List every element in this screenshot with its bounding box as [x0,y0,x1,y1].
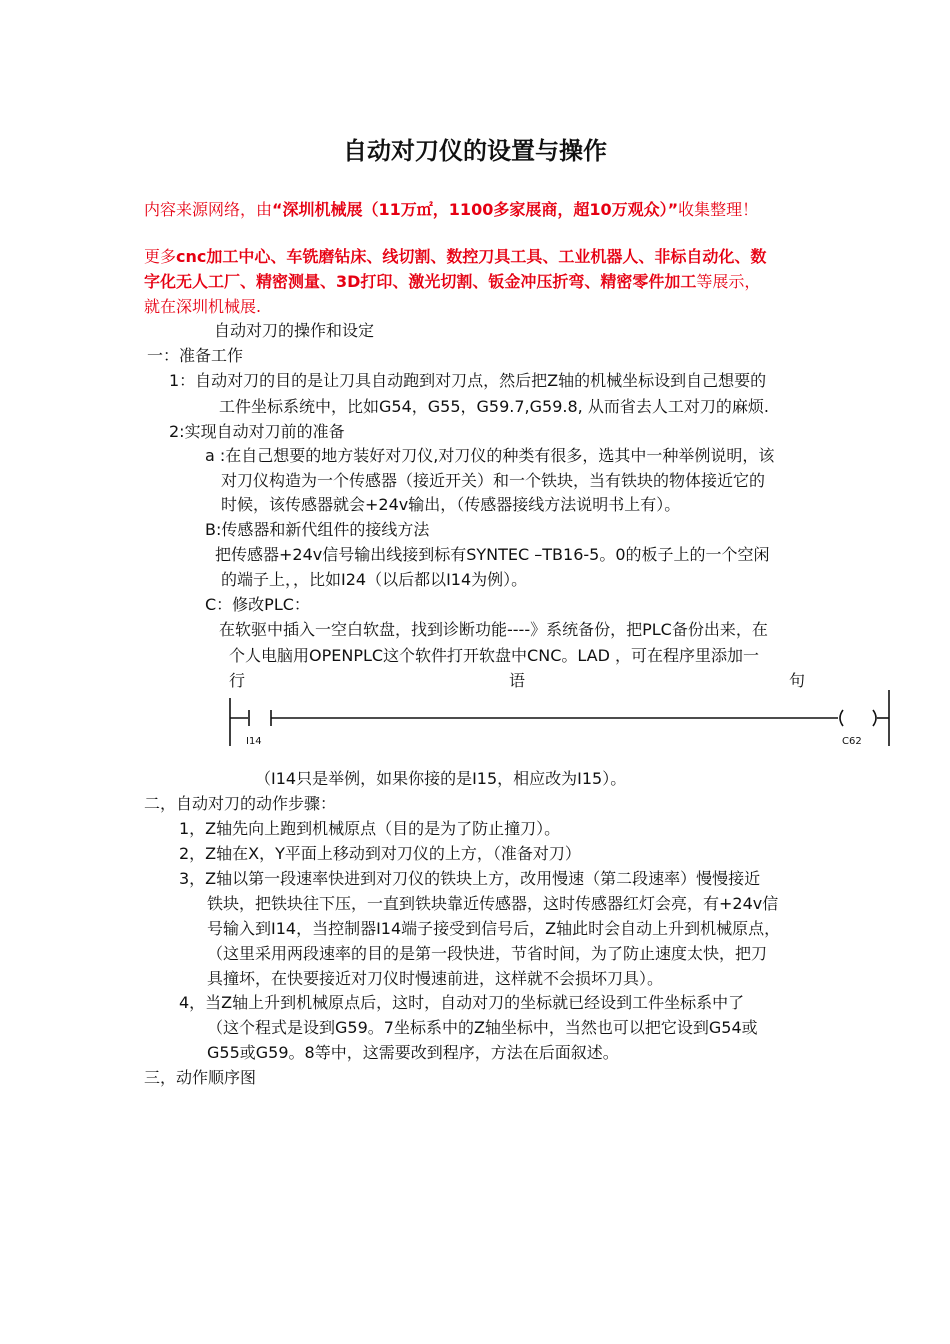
section3-heading: 三，动作顺序图 [144,1068,257,1087]
s2-step3-line4: （这里采用两段速率的目的是第一段快进，节省时间，为了防止速度太快，把刀 [207,944,768,963]
s1-a-line3: 时候，该传感器就会+24v输出，（传感器接线方法说明书上有）。 [221,495,681,514]
subtitle: 自动对刀的操作和设定 [214,321,375,340]
s1-p1-line2: 工件坐标系统中，比如G54，G55，G59.7,G59.8, 从而省去人工对刀的麻烦. [219,397,769,416]
s1-b-line1: 把传感器+24v信号输出线接到标有SYNTEC –TB16-5。0的板子上的一个空闲 [215,545,770,564]
s2-step1: 1，Z轴先向上跑到机械原点（目的是为了防止撞刀）。 [179,819,561,838]
s2-step3-line5: 具撞坏，在快要接近对刀仪时慢速前进，这样就不会损坏刀具）。 [207,969,664,988]
page-title: 自动对刀仪的设置与操作 [343,137,607,165]
s1-c-heading: C：修改PLC： [205,595,310,614]
s2-step4-line1: 4，当Z轴上升到机械原点后，这时，自动对刀的坐标就已经设到工件坐标系中了 [179,993,745,1012]
s2-step4-line3: G55或G59。8等中，这需要改到程序，方法在后面叙述。 [207,1043,619,1062]
s2-step3-line2: 铁块，把铁块往下压，一直到铁块靠近传感器，这时传感器红灯会亮，有+24v信 [207,894,779,913]
s1-note: （I14只是举例，如果你接的是I15，相应改为I15）。 [255,769,627,788]
input-contact-label: I14 [246,736,262,747]
s1-c-line1: 在软驱中插入一空白软盘，找到诊断功能----》系统备份，把PLC备份出来，在 [219,620,768,639]
s1-a-line2: 对刀仪构造为一个传感器（接近开关）和一个铁块，当有铁块的物体接近它的 [221,471,766,490]
s2-step4-line2: （这个程式是设到G59。7坐标系中的Z轴坐标中，当然也可以把它设到G54或 [207,1018,758,1037]
section1-heading: 一：准备工作 [147,346,244,365]
coil-left-arc [840,710,843,726]
s1-p1-line1: 1：自动对刀的目的是让刀具自动跑到对刀点，然后把Z轴的机械坐标设到自己想要的 [169,371,767,390]
source-suffix: 收集整理！ [678,200,759,219]
promo-lead: 更多 [144,247,177,266]
s1-b-heading: B:传感器和新代组件的接线方法 [205,520,430,539]
promo-line-3: 就在深圳机械展. [144,297,262,316]
s2-step3-line3: 号输入到I14，当控制器I14端子接受到信号后，Z轴此时会自动上升到机械原点， [207,919,781,938]
s1-c-line3-c: 句 [788,671,805,690]
promo-bold-1: cnc加工中心、车铣磨钻床、线切割、数控刀具工具、工业机器人、非标自动化、数 [176,247,767,266]
s1-c-line2: 个人电脑用OPENPLC这个软件打开软盘中CNC。LAD ，可在程序里添加一 [229,646,760,665]
source-bold: “深圳机械展（11万㎡，1100多家展商，超10万观众）” [272,200,679,219]
source-prefix: 内容来源网络，由 [144,200,273,219]
promo-bold-2: 字化无人工厂、精密测量、3D打印、激光切割、钣金冲压折弯、精密零件加工 [144,272,697,291]
s2-step3-line1: 3，Z轴以第一段速率快进到对刀仪的铁块上方，改用慢速（第二段速率）慢慢接近 [179,869,761,888]
section2-heading: 二，自动对刀的动作步骤： [144,794,337,813]
output-coil-label: C62 [842,736,862,747]
s1-a-line1: a :在自己想要的地方装好对刀仪,对刀仪的种类有很多，选其中一种举例说明，该 [205,446,775,465]
s2-step2: 2，Z轴在X，Y平面上移动到对刀仪的上方，（准备对刀） [179,844,581,863]
s1-p2: 2:实现自动对刀前的准备 [169,422,345,441]
s1-c-line3-a: 行 [229,671,246,690]
s1-b-line2: 的端子上，，比如I24（以后都以I14为例）。 [221,570,528,589]
promo-tail-2: 等展示， [696,272,761,291]
s1-c-line3-b: 语 [508,671,525,690]
coil-right-arc [873,710,876,726]
